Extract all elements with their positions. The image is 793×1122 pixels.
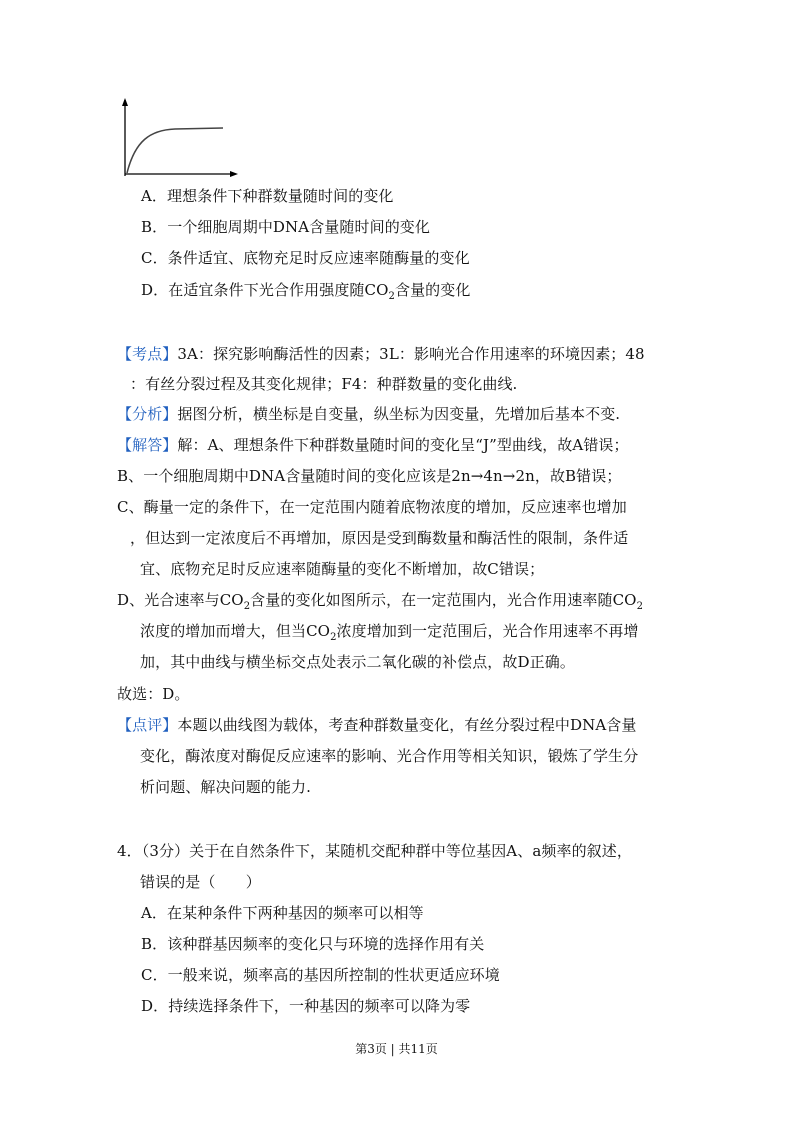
kaodian-line-2: ：有丝分裂过程及其变化规律；F4：种群数量的变化曲线. bbox=[130, 375, 518, 393]
answer-line: 故选：D。 bbox=[117, 685, 190, 703]
q3-option-a: A．理想条件下种群数量随时间的变化 bbox=[141, 187, 394, 205]
q4-option-b: B．该种群基因频率的变化只与环境的选择作用有关 bbox=[141, 935, 485, 953]
x-axis-arrow bbox=[230, 171, 238, 177]
curve-line bbox=[127, 128, 223, 173]
jieda-line-3: C、酶量一定的条件下，在一定范围内随着底物浓度的增加，反应速率也增加 bbox=[117, 498, 627, 516]
dianping-tag: 【点评】 bbox=[117, 716, 178, 734]
kaodian-tag: 【考点】 bbox=[117, 345, 178, 363]
q3-option-d: D．在适宜条件下光合作用强度随$CO_2$含量的变化 bbox=[141, 281, 471, 302]
saturation-curve-graph bbox=[115, 96, 245, 180]
q4-option-a: A．在某种条件下两种基因的频率可以相等 bbox=[141, 904, 424, 922]
dianping-line-2: 变化，酶浓度对酶促反应速率的影响、光合作用等相关知识，锻炼了学生分 bbox=[140, 747, 639, 765]
q3-option-b: B．一个细胞周期中DNA含量随时间的变化 bbox=[141, 218, 431, 236]
jieda-line-2: B、一个细胞周期中DNA含量随时间的变化应该是2n→4n→2n，故B错误； bbox=[117, 467, 622, 485]
jieda-line-1: 【解答】解：A、理想条件下种群数量随时间的变化呈“J”型曲线，故A错误； bbox=[117, 436, 629, 454]
q4-stem-line-2: 错误的是（ ） bbox=[140, 873, 261, 891]
q4-option-d: D．持续选择条件下，一种基因的频率可以降为零 bbox=[141, 997, 471, 1015]
y-axis-arrow bbox=[122, 98, 128, 106]
dianping-line-3: 析问题、解决问题的能力. bbox=[140, 778, 311, 796]
jieda-line-7: 浓度的增加而增大，但当$CO_2$浓度增加到一定范围后，光合作用速率不再增 bbox=[140, 622, 639, 643]
jieda-line-4: ，但达到一定浓度后不再增加，原因是受到酶数量和酶活性的限制，条件适 bbox=[130, 529, 629, 547]
dianping-line-1: 【点评】本题以曲线图为载体，考查种群数量变化，有丝分裂过程中DNA含量 bbox=[117, 716, 637, 734]
fenxi-tag: 【分析】 bbox=[117, 405, 178, 423]
jieda-tag: 【解答】 bbox=[117, 436, 178, 454]
page-footer: 第3页 | 共11页 bbox=[355, 1042, 438, 1056]
kaodian-line-1: 【考点】3A：探究影响酶活性的因素；3L：影响光合作用速率的环境因素；48 bbox=[117, 345, 645, 363]
q3-option-c: C．条件适宜、底物充足时反应速率随酶量的变化 bbox=[141, 249, 470, 267]
jieda-line-8: 加，其中曲线与横坐标交点处表示二氧化碳的补偿点，故D正确。 bbox=[140, 653, 575, 671]
q4-stem-line-1: 4．（3分）关于在自然条件下，某随机交配种群中等位基因A、a频率的叙述， bbox=[117, 842, 632, 860]
jieda-line-5: 宜、底物充足时反应速率随酶量的变化不断增加，故C错误； bbox=[140, 560, 545, 578]
fenxi-line: 【分析】据图分析，横坐标是自变量，纵坐标为因变量，先增加后基本不变. bbox=[117, 405, 621, 423]
jieda-line-6: D、光合速率与$CO_2$含量的变化如图所示，在一定范围内，光合作用速率随$CO_2$ bbox=[117, 591, 644, 612]
q4-option-c: C．一般来说，频率高的基因所控制的性状更适应环境 bbox=[141, 966, 500, 984]
